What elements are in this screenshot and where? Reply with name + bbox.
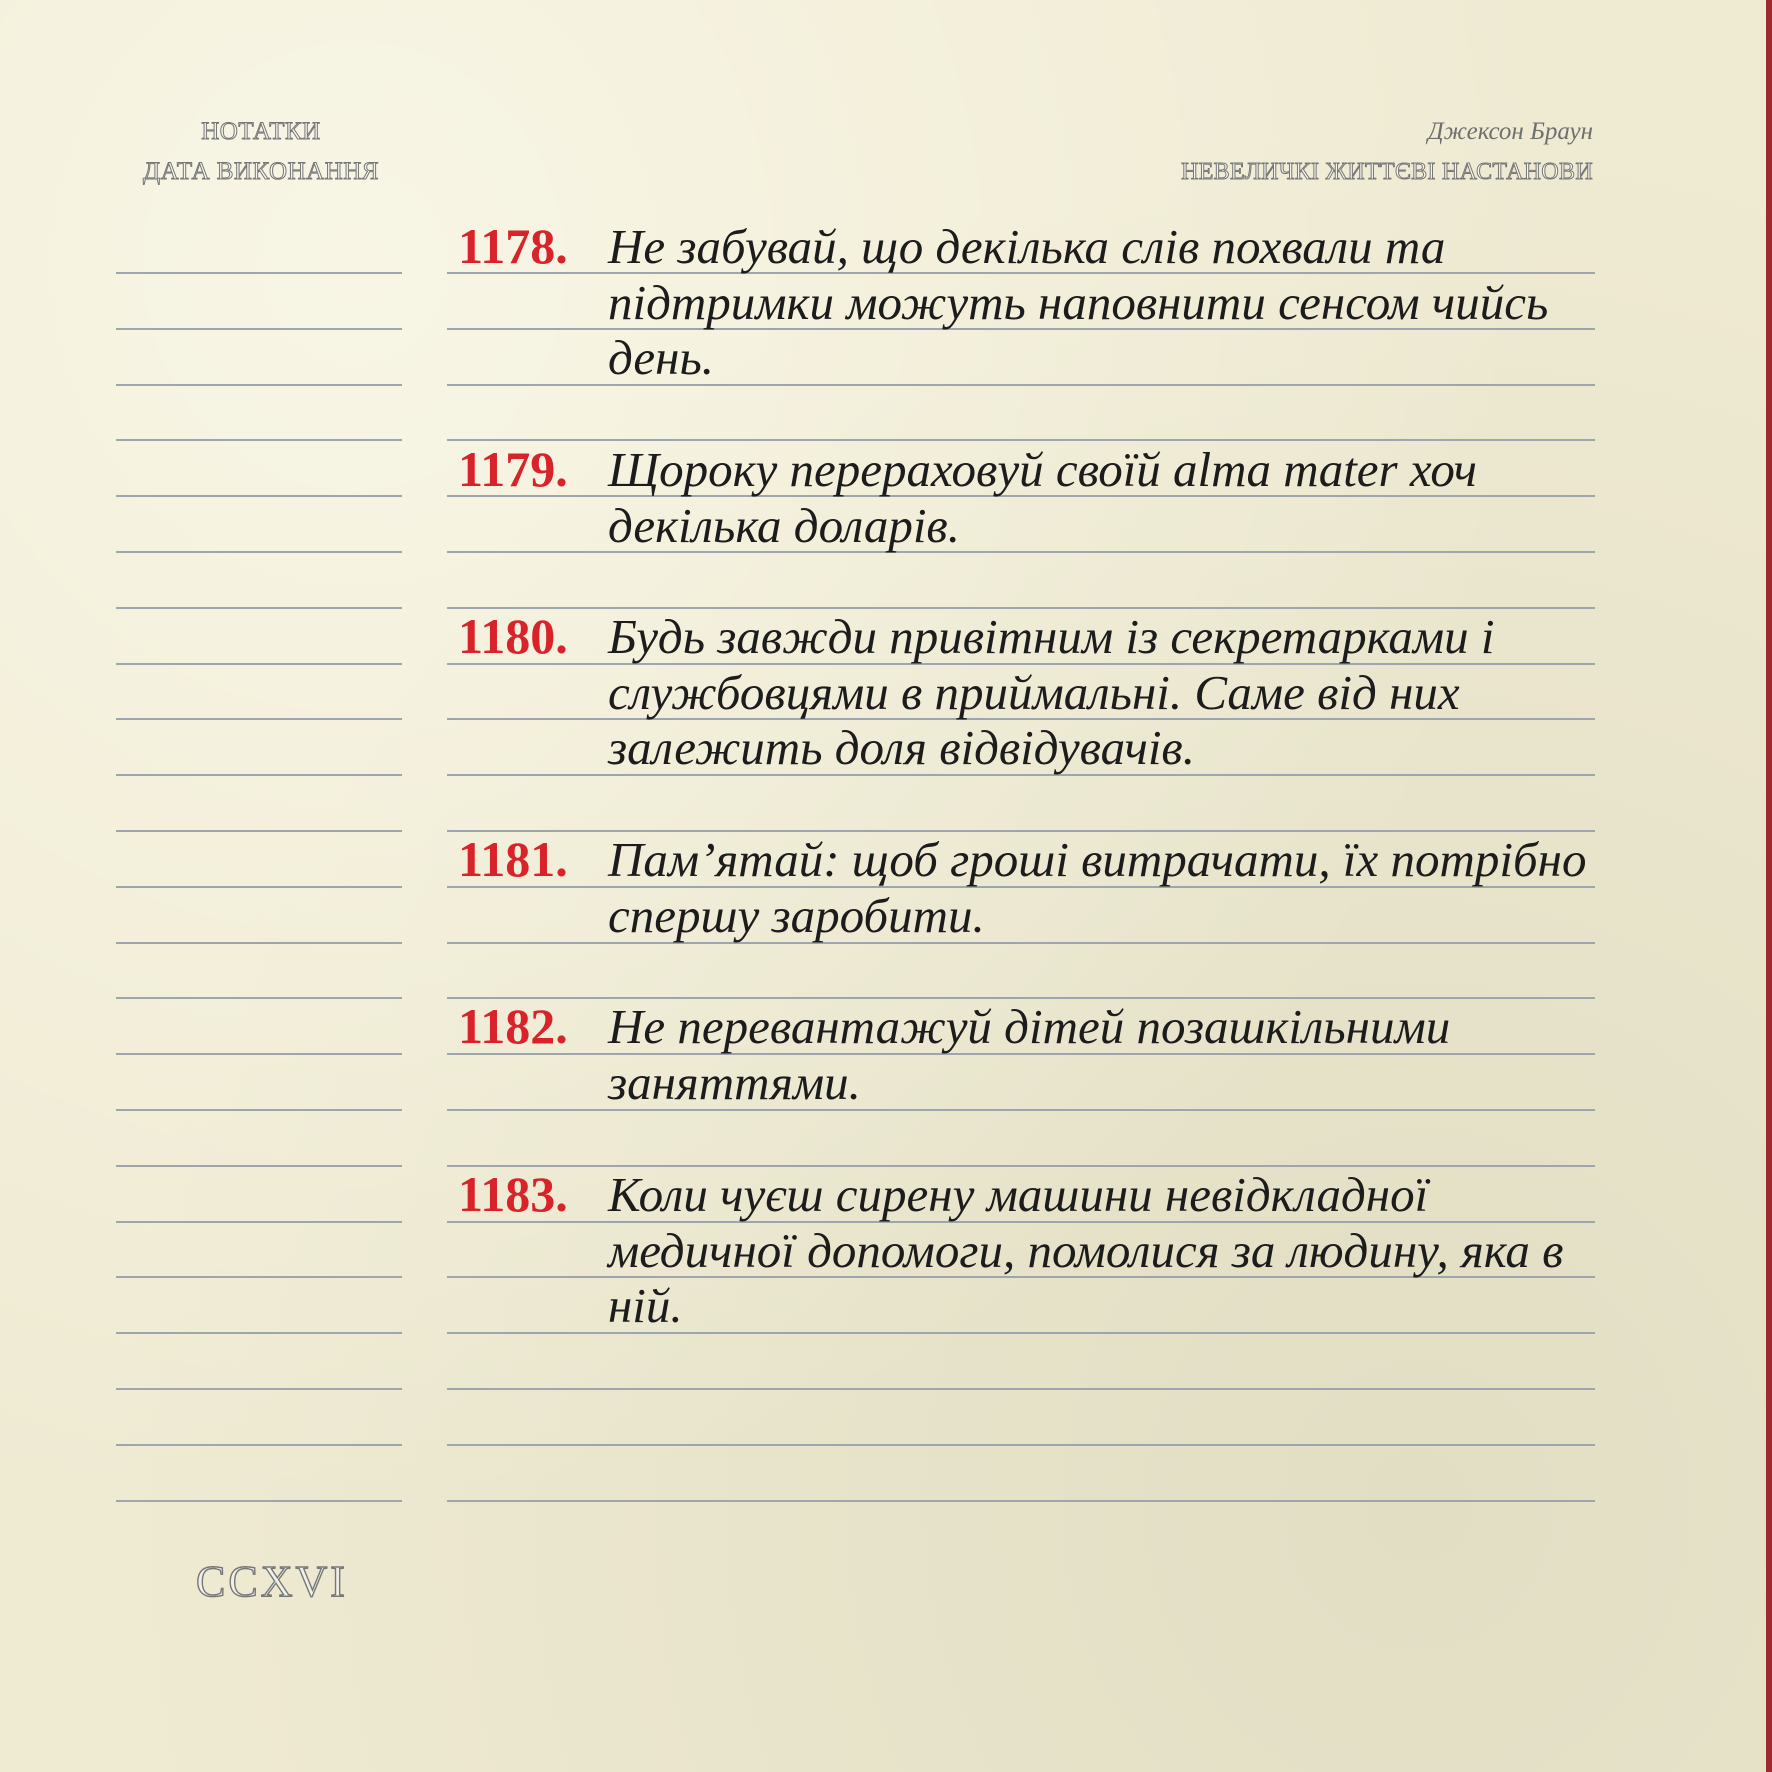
notes-label: НОТАТКИ bbox=[201, 118, 321, 145]
notes-rule-line bbox=[116, 886, 402, 888]
author-name: Джексон Браун bbox=[1427, 118, 1593, 145]
notes-rule-line bbox=[116, 1500, 402, 1502]
notes-rule-line bbox=[116, 1444, 402, 1446]
notes-rule-line bbox=[116, 663, 402, 665]
notes-rule-line bbox=[116, 1332, 402, 1334]
notes-rule-line bbox=[116, 774, 402, 776]
entry-text: Будь завжди привітним із секретарками і службовцями в приймальні. Саме від них залежить доля відвідувачів. bbox=[608, 609, 1495, 775]
entry-text: Коли чуєш сирену машини невідкладної медичної допомоги, помолися за людину, яка в ній. bbox=[608, 1167, 1564, 1333]
text-rule-line bbox=[447, 439, 1595, 441]
notes-rule-line bbox=[116, 942, 402, 944]
entry-number: 1179. bbox=[458, 441, 568, 497]
notes-rule-line bbox=[116, 1276, 402, 1278]
running-header bbox=[1181, 112, 1593, 192]
notes-rule-line bbox=[116, 997, 402, 999]
notes-rule-line bbox=[116, 439, 402, 441]
entry-text: Пам’ятай: щоб гроші витрачати, їх потрібно спершу заробити. bbox=[608, 832, 1587, 943]
entry-number: 1181. bbox=[458, 831, 568, 887]
notes-rule-line bbox=[116, 1165, 402, 1167]
due-date-label: ДАТА ВИКОНАННЯ bbox=[143, 158, 379, 185]
notes-rule-line bbox=[116, 272, 402, 274]
notes-rule-line bbox=[116, 328, 402, 330]
entry-number: 1178. bbox=[458, 218, 568, 274]
text-rule-line bbox=[447, 1444, 1595, 1446]
text-rule-line bbox=[447, 1388, 1595, 1390]
entry-text: Не перевантажуй дітей позашкільними заняттями. bbox=[608, 999, 1451, 1110]
notes-rule-line bbox=[116, 607, 402, 609]
text-rule-line bbox=[447, 1500, 1595, 1502]
entry-text: Щороку перераховуй своїй alma mater хоч декілька доларів. bbox=[608, 442, 1478, 553]
entry-number: 1183. bbox=[458, 1166, 568, 1222]
notes-rule-line bbox=[116, 1053, 402, 1055]
entry-number: 1182. bbox=[458, 998, 568, 1054]
page-number: CCXVI bbox=[196, 1557, 348, 1606]
notes-rule-line bbox=[116, 1109, 402, 1111]
notes-rule-line bbox=[116, 384, 402, 386]
notes-rule-line bbox=[116, 830, 402, 832]
notes-rule-line bbox=[116, 551, 402, 553]
entry-text: Не забувай, що декілька слів похвали та підтримки можуть наповнити сенсом чийсь день. bbox=[608, 219, 1549, 385]
notes-rule-line bbox=[116, 495, 402, 497]
notes-rule-line bbox=[116, 718, 402, 720]
notes-rule-line bbox=[116, 1388, 402, 1390]
page-edge-strip bbox=[1766, 0, 1772, 1772]
book-title: НЕВЕЛИЧКІ ЖИТТЄВІ НАСТАНОВИ bbox=[1181, 159, 1593, 185]
notes-rule-line bbox=[116, 1221, 402, 1223]
entry-number: 1180. bbox=[458, 608, 568, 664]
notes-header bbox=[116, 112, 406, 192]
